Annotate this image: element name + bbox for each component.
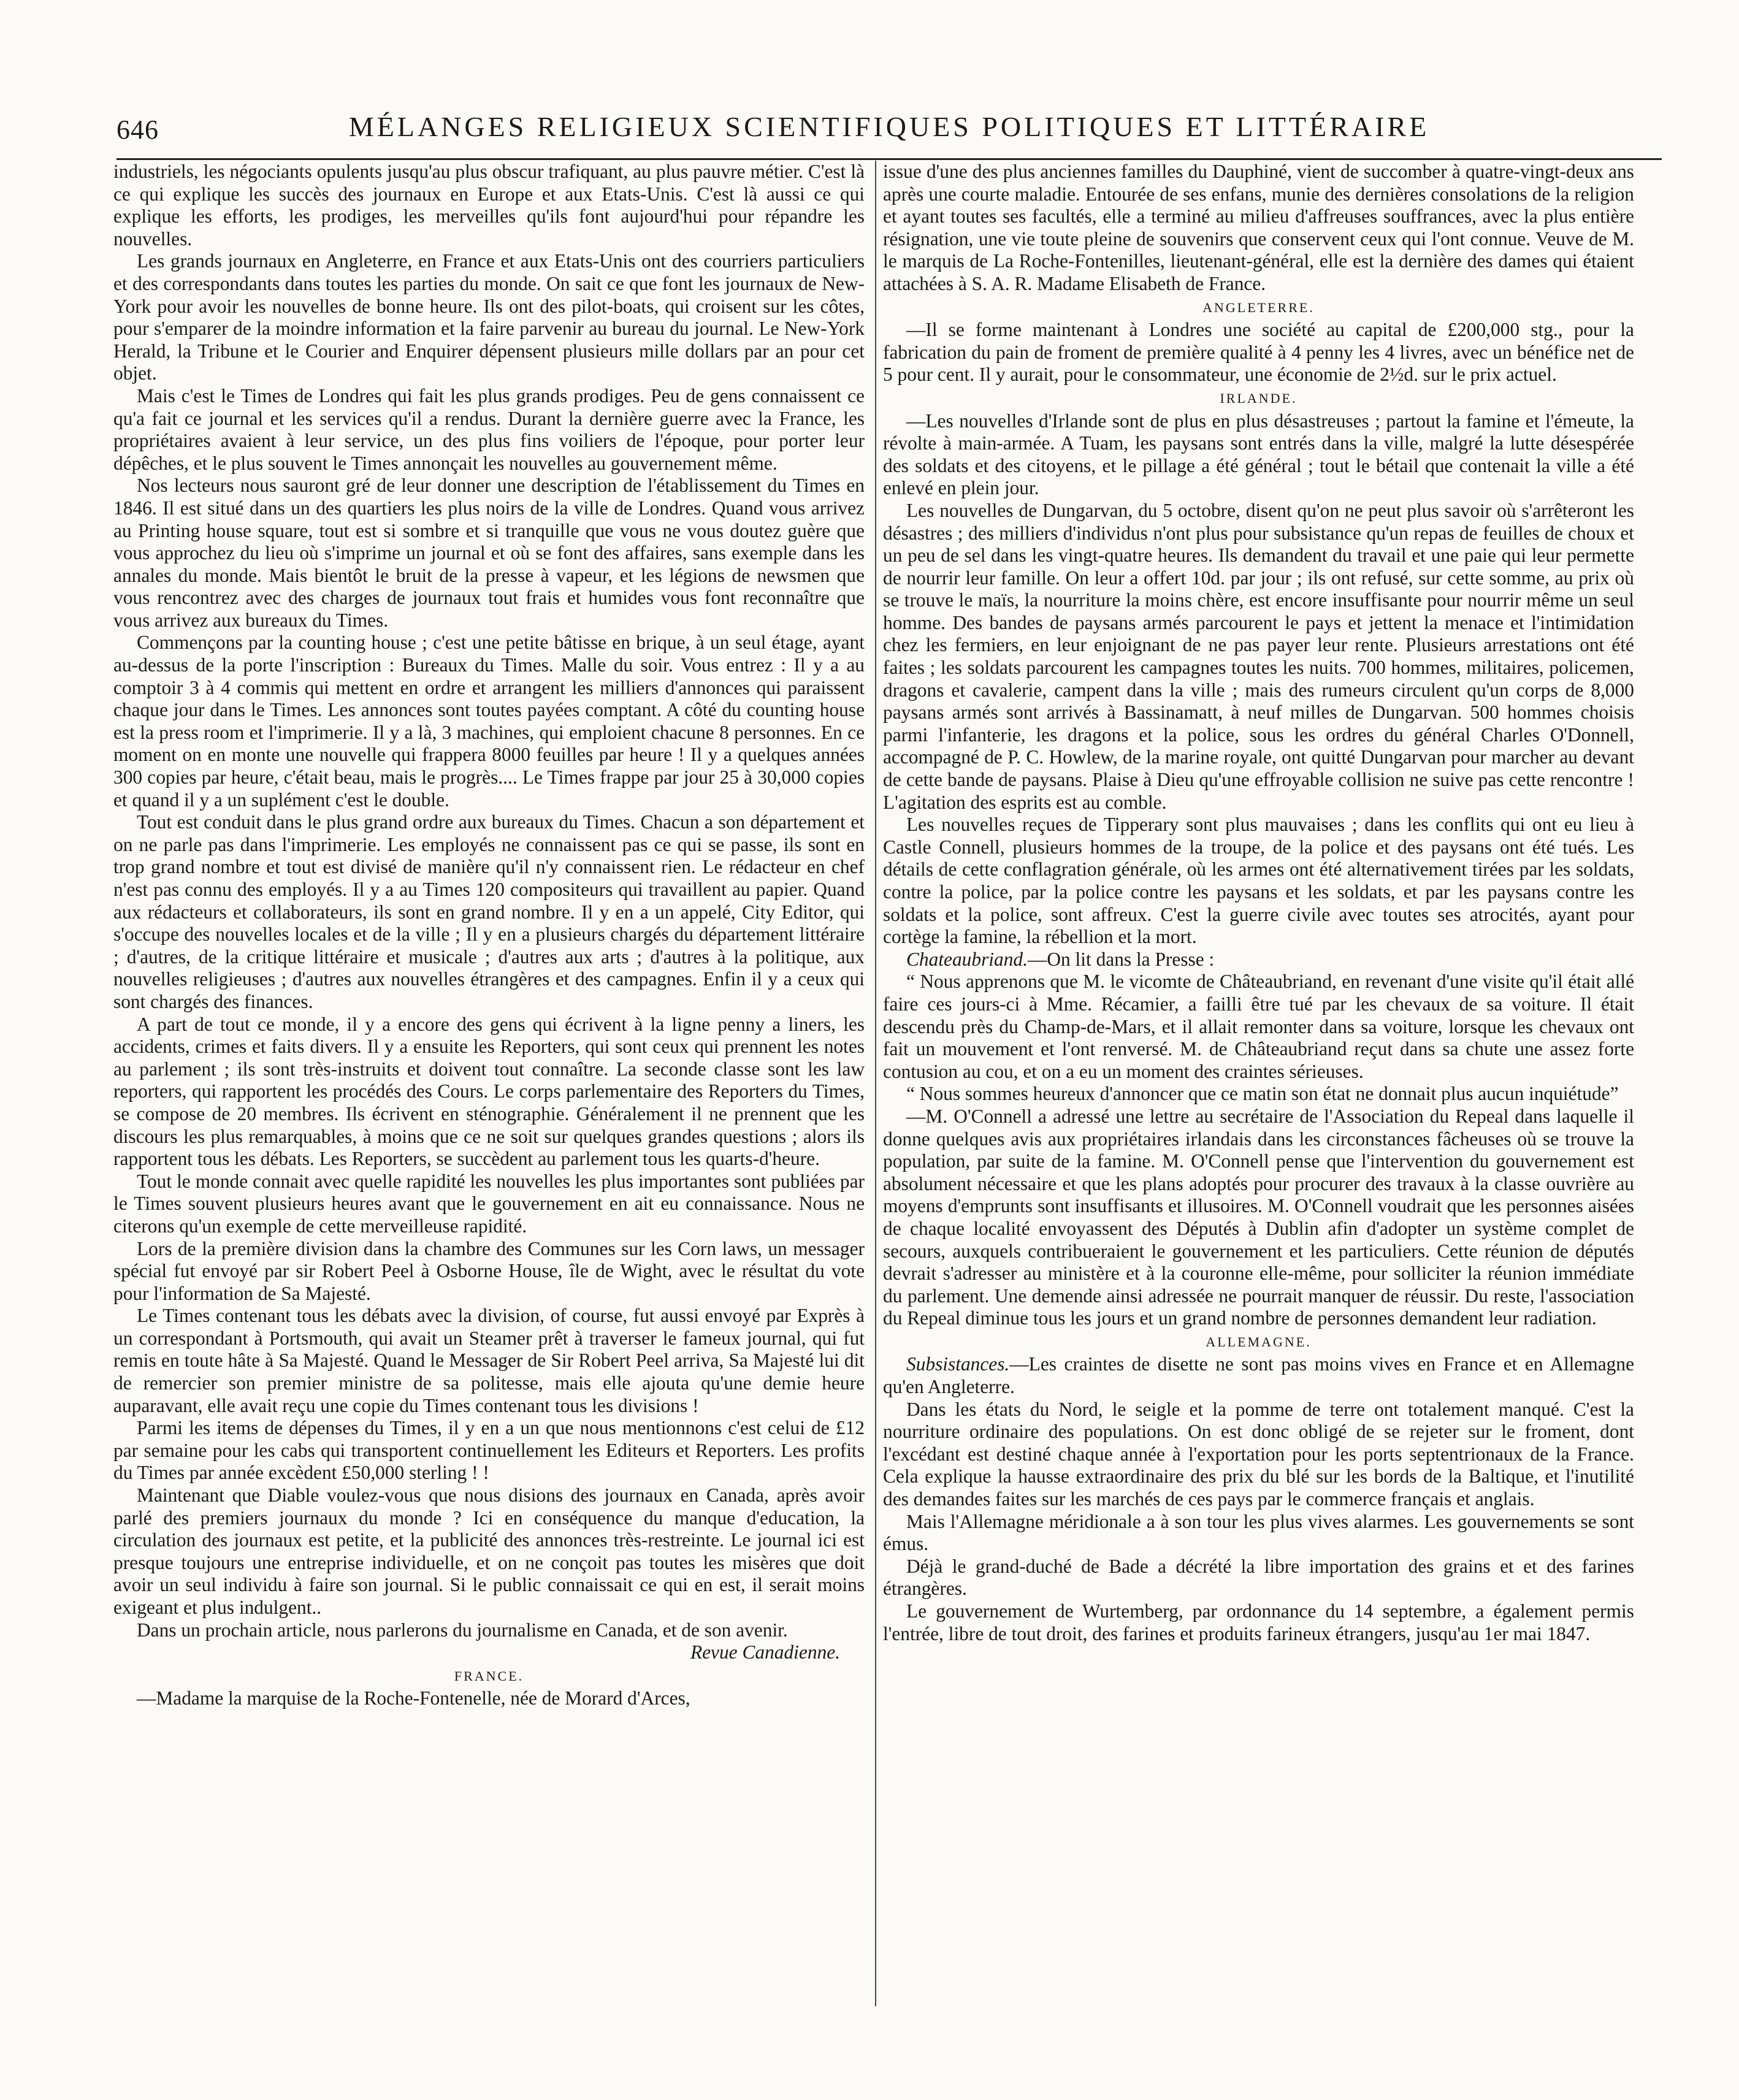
page-header — [117, 109, 1662, 152]
paragraph-text: —On lit dans la Presse : — [1027, 948, 1215, 970]
paragraph — [883, 1353, 1634, 1398]
section-heading-irlande: IRLANDE. — [1220, 390, 1298, 406]
paragraph: Commençons par la counting house ; c'est une petite bâtisse en brique, à un seul étage, ayant au-dessus de la porte l'inscription : Bureaux du Times. Malle du soir. Vous entrez : Il y a au comptoir 3 à 4 commis qui mettent en ordre et arrangent les milliers d'annonces qui paraissent chaque jour dans le Times. Les annonces sont toutes payées comptant. A côté du counting house est la press room et l'imprimerie. Il y a là, 3 machines, qui emploient chacune 8 personnes. En ce moment on en monte une nouvelle qui frappera 8000 feuilles par heure ! Il y a quelques années 300 copies par heure, c'était beau, mais le progrès.... Le Times frappe par jour 25 à 30,000 copies et quand il y a un suplément c'est le double. — [113, 632, 865, 811]
paragraph: —M. O'Connell a adressé une lettre au secrétaire de l'Association du Repeal dans laquelle il donne quelques avis aux propriétaires irlandais dans les circonstances fâcheuses où se trouve la population, par suite de la famine. M. O'Connell pense que l'intervention du gouvernement est absolument nécessaire et que les plans adoptés pour procurer des travaux à la classe ouvrière au moyens d'emprunts sont insuffisants et illusoires. M. O'Connell voudrait que les personnes aisées de chaque localité envoyassent des Députés à Dublin afin d'adopter un système complet de secours, auxquels contribueraient le gouvernement et les particuliers. Cette réunion de députés devrait s'adresser au ministère et à la couronne elle-même, pour solliciter la réunion immédiate du parlement. Une demende ainsi adressée ne pourrait manquer de réussir. Du reste, l'association du Repeal diminue tous les jours et un grand nombre de personnes demandent leur radiation. — [883, 1105, 1634, 1329]
paragraph: “ Nous apprenons que M. le vicomte de Châteaubriand, en revenant d'une visite qu'il était allé faire ces jours-ci à Mme. Récamier, a failli être tué par les chevaux de sa voiture. Il était descendu près du Champ-de-Mars, et il allait remonter dans sa voiture, lorsque les chevaux ont fait un mouvement et l'ont renversé. M. de Châteaubriand reçut dans sa chute une assez forte contusion au cou, et on a eu un moment des craintes sérieuses. — [883, 971, 1634, 1082]
paragraph: Parmi les items de dépenses du Times, il y en a un que nous mentionnons c'est celui de £12 par semaine pour les cabs qui transportent continuellement les Editeurs et Reporters. Les profits du Times par année excèdent £50,000 sterling ! ! — [113, 1417, 865, 1484]
paragraph: Tout le monde connait avec quelle rapidité les nouvelles les plus importantes sont publiées par le Times souvent plusieurs heures avant que le gouvernement en ait eu connaissance. Nous ne citerons qu'un exemple de cette merveilleuse rapidité. — [113, 1170, 865, 1237]
runin-title: Chateaubriand. — [906, 948, 1028, 970]
paragraph: —Les nouvelles d'Irlande sont de plus en plus désastreuses ; partout la famine et l'émeute, la révolte à main-armée. A Tuam, les paysans sont entrés dans la ville, malgré la lutte désespérée des soldats et des citoyens, et le pillage a été général ; tout le bétail que contenait la ville a été enlevé en plein jour. — [883, 410, 1634, 499]
running-title: MÉLANGES RELIGIEUX SCIENTIFIQUES POLITIQUES ET LITTÉRAIRE — [348, 111, 1430, 142]
paragraph: Dans un prochain article, nous parlerons du journalisme en Canada, et de son avenir. — [137, 1619, 788, 1641]
page-number: 646 — [117, 115, 159, 145]
section-heading-allemagne: ALLEMAGNE. — [1206, 1334, 1312, 1350]
header-rule — [117, 158, 1662, 160]
paragraph: Le gouvernement de Wurtemberg, par ordonnance du 14 septembre, a également permis l'entrée, libre de tout droit, des farines et produits farineux étrangers, jusqu'au 1er mai 1847. — [883, 1600, 1634, 1644]
article-attribution: Revue Canadienne. — [690, 1641, 840, 1663]
paragraph: Dans les états du Nord, le seigle et la pomme de terre ont totalement manqué. C'est la nourriture ordinaire des populations. On est donc obligé de se rejeter sur le froment, dont l'excédant est destiné chaque année à l'exportation pour les ports septentrionaux de la France. Cela explique la hausse extraordinaire des prix du blé sur les bords de la Baltique, et l'inutilité des demandes faites sur les marchés de ces pays par le commerce français et anglais. — [883, 1398, 1634, 1510]
paragraph: Les nouvelles de Dungarvan, du 5 octobre, disent qu'on ne peut plus savoir où s'arrêteront les désastres ; des milliers d'individus n'ont plus pour subsistance qu'un repas de feuilles de choux et un peu de sel dans les vingt-quatre heures. Ils demandent du travail et une paie qui leur permette de nourrir leur famille. On leur a offert 10d. par jour ; ils ont refusé, sur cette somme, au prix où se trouve le maïs, la nourriture la moins chère, est encore insuffisante pour nourrir même un seul homme. Des bandes de paysans armés parcourent le pays et jettent la menace et l'intimidation chez les fermiers, en leur enjoignant de ne pas payer leur rente. Plusieurs arrestations ont été faites ; les soldats parcourent les campagnes toutes les nuits. 700 hommes, militaires, policemen, dragons et cavalerie, campent dans la ville ; mais des rumeurs circulent qu'un corps de 8,000 paysans armés sont arrivés à Bassinamatt, à neuf milles de Dungarvan. 500 hommes choisis parmi l'infanterie, les dragons et la police, sous les ordres du général Charles O'Donnell, accompagné de P. C. Howlew, de la marine royale, ont quitté Dungarvan pour marcher au devant de cette bande de paysans. Plaise à Dieu qu'une effroyable collision ne suive pas cette rencontre ! L'agitation des esprits est au comble. — [883, 499, 1634, 813]
paragraph: industriels, les négociants opulents jusqu'au plus obscur trafiquant, au plus pauvre métier. C'est là ce qui explique les succès des journaux en Europe et aux Etats-Unis. C'est là aussi ce qui explique les efforts, les prodiges, les merveilles qu'ils font aujourd'hui pour répandre les nouvelles. — [113, 161, 865, 250]
paragraph: Lors de la première division dans la chambre des Communes sur les Corn laws, un messager spécial fut envoyé par sir Robert Peel à Osborne House, île de Wight, avec le résultat du vote pour l'information de Sa Majesté. — [113, 1237, 865, 1304]
section-heading-france: FRANCE. — [454, 1668, 524, 1684]
section-heading-angleterre: ANGLETERRE. — [1202, 299, 1315, 315]
paragraph: Le Times contenant tous les débats avec la division, of course, fut aussi envoyé par Exprès à un correspondant à Portsmouth, qui avait un Steamer prêt à traverser le fameux journal, qui fut remis en toute hâte à Sa Majesté. Quand le Messager de Sir Robert Peel arriva, Sa Majesté lui dit de remercier son premier ministre de sa politesse, mais elle ajouta qu'une demie heure auparavant, elle avait reçu une copie du Times contenant tous les divisions ! — [113, 1305, 865, 1416]
paragraph: Déjà le grand-duché de Bade a décrété la libre importation des grains et et des farines étrangères. — [883, 1555, 1634, 1600]
paragraph: A part de tout ce monde, il y a encore des gens qui écrivent à la ligne penny a liners, les accidents, crimes et faits divers. Il y a ensuite les Reporters, qui sont ceux qui prennent les notes au parlement ; ils sont très-instruits et doivent tout connaître. La seconde classe sont les law reporters, qui rapportent les procédés des Cours. Le corps parlementaire des Reporters du Times, se compose de 20 membres. Ils écrivent en sténographie. Généralement il ne prennent que les discours les plus remarquables, à moins que ce ne soit sur quelques grandes questions ; alors ils rapportent tous les débats. Les Reporters, se succèdent au parlement tous les quarts-d'heure. — [113, 1013, 865, 1170]
paragraph: issue d'une des plus anciennes familles du Dauphiné, vient de succomber à quatre-vingt-deux ans après une courte maladie. Entourée de ses enfans, munie des dernières consolations de la religion et ayant toutes ses facultés, elle a terminé au milieu d'affreuses souffrances, avec la plus entière résignation, une vie toute pleine de souvenirs que conservent ceux qui l'ont connue. Veuve de M. le marquis de La Roche-Fontenilles, lieutenant-général, elle est la dernière des dames qui étaient attachées à S. A. R. Madame Elisabeth de France. — [883, 161, 1634, 294]
right-column — [883, 161, 1634, 1645]
paragraph — [883, 949, 1634, 971]
paragraph: Nos lecteurs nous sauront gré de leur donner une description de l'établissement du Times en 1846. Il est situé dans un des quartiers les plus noirs de la ville de Londres. Quand vous arrivez au Printing house square, tout est si sombre et si tranquille que vous ne vous doutez guère que vous approchez du lieu où s'imprime un journal et où se font des affaires, sans exemple dans les annales du monde. Mais bientôt le bruit de la presse à vapeur, et les légions de newsmen que vous rencontrez avec des charges de journaux tout frais et humides vous font reconnaître que vous arrivez aux bureaux du Times. — [113, 475, 865, 631]
paragraph: Les grands journaux en Angleterre, en France et aux Etats-Unis ont des courriers particuliers et des correspondants dans toutes les parties du monde. On sait ce que font les journaux de New-York pour avoir les nouvelles de bonne heure. Ils ont des pilot-boats, qui croisent sur les côtes, pour s'emparer de la moindre information et la faire parvenir au bureau du journal. Le New-York Herald, la Tribune et le Courier and Enquirer dépensent plusieurs mille dollars par an pour cet objet. — [113, 250, 865, 384]
paragraph: —Il se forme maintenant à Londres une société au capital de £200,000 stg., pour la fabrication du pain de froment de première qualité à 4 penny les 4 livres, avec un bénéfice net de 5 pour cent. Il y aurait, pour le consommateur, une économie de 2½d. sur le prix actuel. — [883, 319, 1634, 386]
paragraph: Maintenant que Diable voulez-vous que nous disions des journaux en Canada, après avoir parlé des premiers journaux du monde ? Ici en conséquence du manque d'education, la circulation des journaux est petite, et la publicité des annonces très-restreinte. Le journal ici est presque toujours une entreprise individuelle, et on ne conçoit pas toutes les misères que doit avoir un seul individu à faire son journal. Si le public connaissait ce qui en est, il serait moins exigeant et plus indulgent.. — [113, 1484, 865, 1618]
paragraph-text: —Les craintes de disette ne sont pas moins vives en France et en Allemagne qu'en Angleterre. — [883, 1353, 1634, 1398]
paragraph: Tout est conduit dans le plus grand ordre aux bureaux du Times. Chacun a son département et on ne parle pas dans l'imprimerie. Les employés ne connaissent pas ce qui se passe, ils sont en trop grand nombre et tout est divisé de manière qu'il n'y connaissent rien. Le rédacteur en chef n'est pas connu des employés. Il y a au Times 120 compositeurs qui travaillent au papier. Quand aux rédacteurs et collaborateurs, ils sont en grand nombre. Il y en a un appelé, City Editor, qui s'occupe des nouvelles locales et de la ville ; Il y en a plusieurs chargés du département littéraire ; d'autres, de la critique littéraire et musicale ; d'autres aux arts ; d'autres à la politique, aux nouvelles religieuses ; d'autres aux nouvelles étrangères et des campagnes. Enfin il y a ceux qui sont chargés des finances. — [113, 811, 865, 1012]
paragraph: “ Nous sommes heureux d'annoncer que ce matin son état ne donnait plus aucun inquiétude” — [906, 1083, 1619, 1105]
paragraph: Mais c'est le Times de Londres qui fait les plus grands prodiges. Peu de gens connaissent ce qu'a fait ce journal et les services qu'il a rendus. Durant la dernière guerre avec la France, les propriétaires avaient à leur service, un des plus fins voiliers de l'époque, pour porter leur dépêches, et le plus souvent le Times annonçait les nouvelles au gouvernement même. — [113, 384, 865, 474]
runin-title: Subsistances. — [906, 1353, 1010, 1375]
left-column — [113, 161, 865, 1710]
paragraph: —Madame la marquise de la Roche-Fontenelle, née de Morard d'Arces, — [137, 1687, 690, 1709]
paragraph: Mais l'Allemagne méridionale a à son tour les plus vives alarmes. Les gouvernements se sont émus. — [883, 1510, 1634, 1555]
column-divider — [875, 161, 876, 2006]
paragraph: Les nouvelles reçues de Tipperary sont plus mauvaises ; dans les conflits qui ont eu lieu à Castle Connell, plusieurs hommes de la troupe, de la police et des paysans ont été tués. Les détails de cette conflagration générale, où les armes ont été alternativement tirées par les soldats, contre la police, par la police contre les paysans et les soldats, et par les paysans contre les soldats et la police, sont affreux. C'est la guerre civile avec toutes ses atrocités, ayant pour cortège la famine, la rébellion et la mort. — [883, 814, 1634, 948]
